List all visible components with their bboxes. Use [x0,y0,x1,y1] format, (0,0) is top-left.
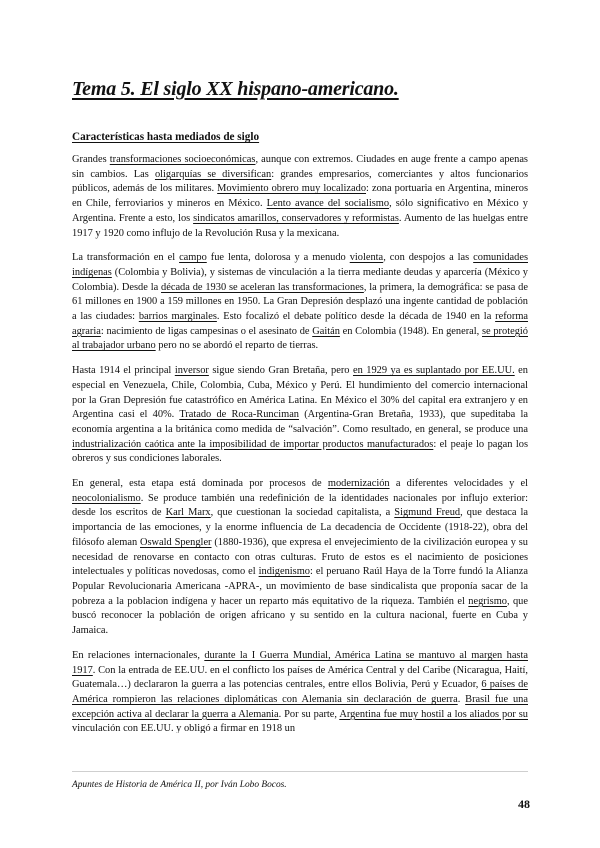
paragraph-modernization [72,477,528,639]
underlined-phrase: Lento avance del socialismo [266,198,390,210]
text-run: . Aumento de las huelgas entre 1917 y 1920 como influjo de la Revolución Rusa y la mexicana. [72,212,528,239]
underlined-phrase: reforma agraria [72,311,529,337]
text-run: La transformación en el [72,252,180,264]
underlined-phrase: indigenismo [258,566,310,578]
paragraph-rural-transformation [72,251,528,354]
text-run: (Colombia y Bolivia), y sistemas de vinculación a la tierra mediante deudas y aparcería (México y Colombia). Desde la [72,266,528,293]
underlined-phrase: barrios marginales [138,311,217,323]
text-run: : grandes empresarios, comerciantes y altos funcionarios públicos, además de los militares. [72,168,528,195]
underlined-phrase: negrismo [468,595,507,607]
text-run: (Argentina-Gran Bretaña, 1933), que supeditaba la economía argentina a la británica como medida de “salvación”. Como resultado, en general, se produce una [72,409,529,435]
text-run: en especial en Venezuela, Chile, Colombia, Cuba, México y Perú. El hundimiento del comercio internacional por la Gran Depresión fue catastrófico en América Latina. En México el 30% del capital era extranjero y en Argentina casi el 40%. [72,365,528,421]
text-run: , aunque con extremos. Ciudades en auge frente a campo apenas sin cambios. Las [72,154,528,180]
underlined-phrase: Gaitán [312,325,340,337]
underlined-phrase: oligarquías se diversifican [154,168,272,180]
underlined-phrase: Movimiento obrero muy localizado [217,183,367,195]
text-run: Grandes [72,154,110,165]
text-run: , sólo significativo en México y Argentina. Frente a esto, los [72,198,528,224]
footer-divider [72,771,528,772]
text-run: En general, esta etapa está dominada por procesos de [72,478,328,490]
paragraph-international-relations [72,649,528,733]
text-run: (1880-1936), que expresa el envejecimiento de la civilización europea y su necesidad de renovarse en contacto con otras culturas. Fruto de estos es el nacimiento de posiciones intelectuales y políticas novedosas, como el [72,536,528,578]
underlined-phrase: Oswald Spengler [140,536,212,548]
underlined-phrase: durante la I Guerra Mundial, América Latina se mantuvo al margen hasta 1917 [72,649,528,676]
text-run: : el peaje lo pagan los obreros y sus condiciones laborales. [72,438,528,465]
text-run: : zona portuaria en Argentina, mineros en Chile, ferroviarios y mineros en México. [72,183,529,210]
underlined-phrase: Argentina fue muy hostil a los aliados por su vinculación con EE.UU. y obligó a firmar en 1918 un [72,708,528,733]
body-text [72,153,528,743]
underlined-phrase: se protegió al trabajador urbano [72,325,528,352]
underlined-phrase: inversor [174,365,209,377]
text-run: . Esto focalizó el debate político desde la década de 1940 en la [216,311,496,323]
underlined-phrase: Karl Marx [165,507,211,519]
text-run: . Se produce también una redefinición de la identidades nacionales por influjo exterior: desde los escritos de [72,492,528,519]
text-run: , que cuestionan la sociedad capitalista, a [210,507,395,519]
underlined-phrase: violenta [349,252,384,264]
text-run: , que buscó reconocer la población de origen africano y su sentido en la cultura nacional, fuerte en Cuba y Jamaica. [72,595,528,637]
underlined-phrase: transformaciones socioeconómicas [109,154,256,165]
text-run: . [457,693,466,705]
footer-credit: Apuntes de Historia de América II, por Iván Lobo Bocos. [72,780,287,790]
text-run: a diferentes velocidades y el [389,478,528,490]
underlined-phrase: neocolonialismo [72,492,141,504]
text-run: , la primera, la demográfica: se pasa de 61 millones en 1900 a 159 millones en 1950. La Gran Depresión desplazó una ingente cantidad de población a las ciudades: [72,281,528,323]
section-heading: Características hasta mediados de siglo [72,131,260,143]
underlined-phrase: Sigmund Freud [394,507,461,519]
underlined-phrase: comunidades indígenas [72,252,528,278]
text-run: En relaciones internacionales, [72,649,205,661]
text-run: : el peruano Raúl Haya de la Torre fundó la Alianza Popular Revolucionaria Americana -APRA-, un movimiento de base sindicalista que proponía sacar de la pobreza a la poblacion indígena y hacer un reparto más equitativo de la riqueza. También el [72,566,528,607]
page-number: 48 [518,797,530,811]
underlined-phrase: sindicatos amarillos, conservadores y reformistas [193,212,399,224]
underlined-phrase: Tratado de Roca-Runciman [179,409,300,421]
text-run: sigue siendo Gran Bretaña, pero [208,365,353,377]
text-run: . Por su parte, [278,708,340,720]
underlined-phrase: 6 países de América rompieron las relaciones diplomáticas con Alemania sin declaración de guerra [72,679,528,705]
text-run: : nacimiento de ligas campesinas o el asesinato de [100,325,313,337]
text-run: , con despojos a las [383,252,474,264]
underlined-phrase: industrialización caótica ante la imposibilidad de importar productos manufacturados [72,438,434,450]
underlined-phrase: campo [179,252,207,264]
underlined-phrase: Brasil fue una excepción activa al declarar la guerra a Alemania [72,693,528,720]
text-run: . Con la entrada de EE.UU. en el conflicto los países de América Central y del Caribe (Nicaragua, Haití, Guatemala…) declararon la guerra a las potencias centrales, entre ellos Bolivia, Perú y Ecuador, [72,664,528,691]
text-run: en Colombia (1948). En general, [339,325,482,337]
chapter-title: Tema 5. El siglo XX hispano-americano. [72,78,399,100]
underlined-phrase: modernización [327,478,390,490]
text-run: Hasta 1914 el principal [72,365,175,377]
text-run: fue lenta, dolorosa y a menudo [206,252,350,264]
underlined-phrase: década de 1930 se aceleran las transformaciones [161,281,364,293]
underlined-phrase: en 1929 ya es suplantado por EE.UU. [352,365,515,377]
text-run: pero no se abordó el reparto de tierras. [155,340,319,352]
text-run: , que destaca la importancia de las emociones, y la enorme influencia de La decadencia de Occidente (1918-22), obra del filósofo aleman [72,507,529,548]
paragraph-social-transformations [72,153,528,241]
paragraph-foreign-investment [72,364,528,467]
